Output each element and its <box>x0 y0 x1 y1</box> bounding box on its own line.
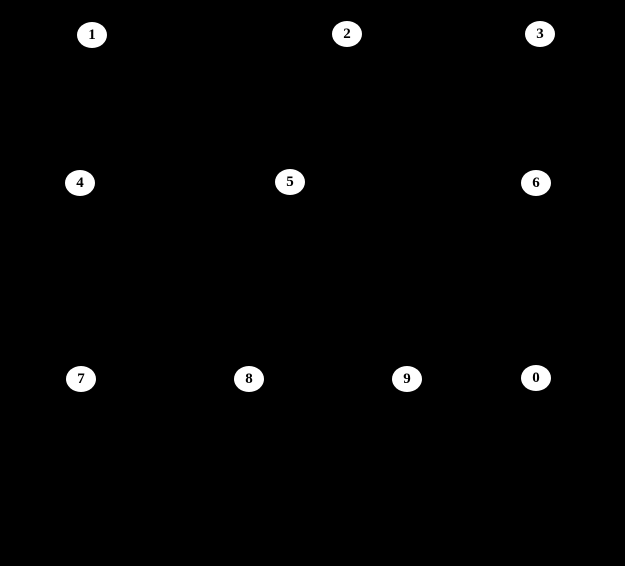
graph-node[interactable]: 5 <box>275 169 305 195</box>
graph-node[interactable]: 9 <box>392 366 422 392</box>
graph-node[interactable]: 6 <box>521 170 551 196</box>
graph-node[interactable]: 4 <box>65 170 95 196</box>
graph-node[interactable]: 1 <box>77 22 107 48</box>
graph-node[interactable]: 2 <box>332 21 362 47</box>
graph-node[interactable]: 3 <box>525 21 555 47</box>
graph-node[interactable]: 7 <box>66 366 96 392</box>
graph-node[interactable]: 8 <box>234 366 264 392</box>
graph-node[interactable]: 0 <box>521 365 551 391</box>
